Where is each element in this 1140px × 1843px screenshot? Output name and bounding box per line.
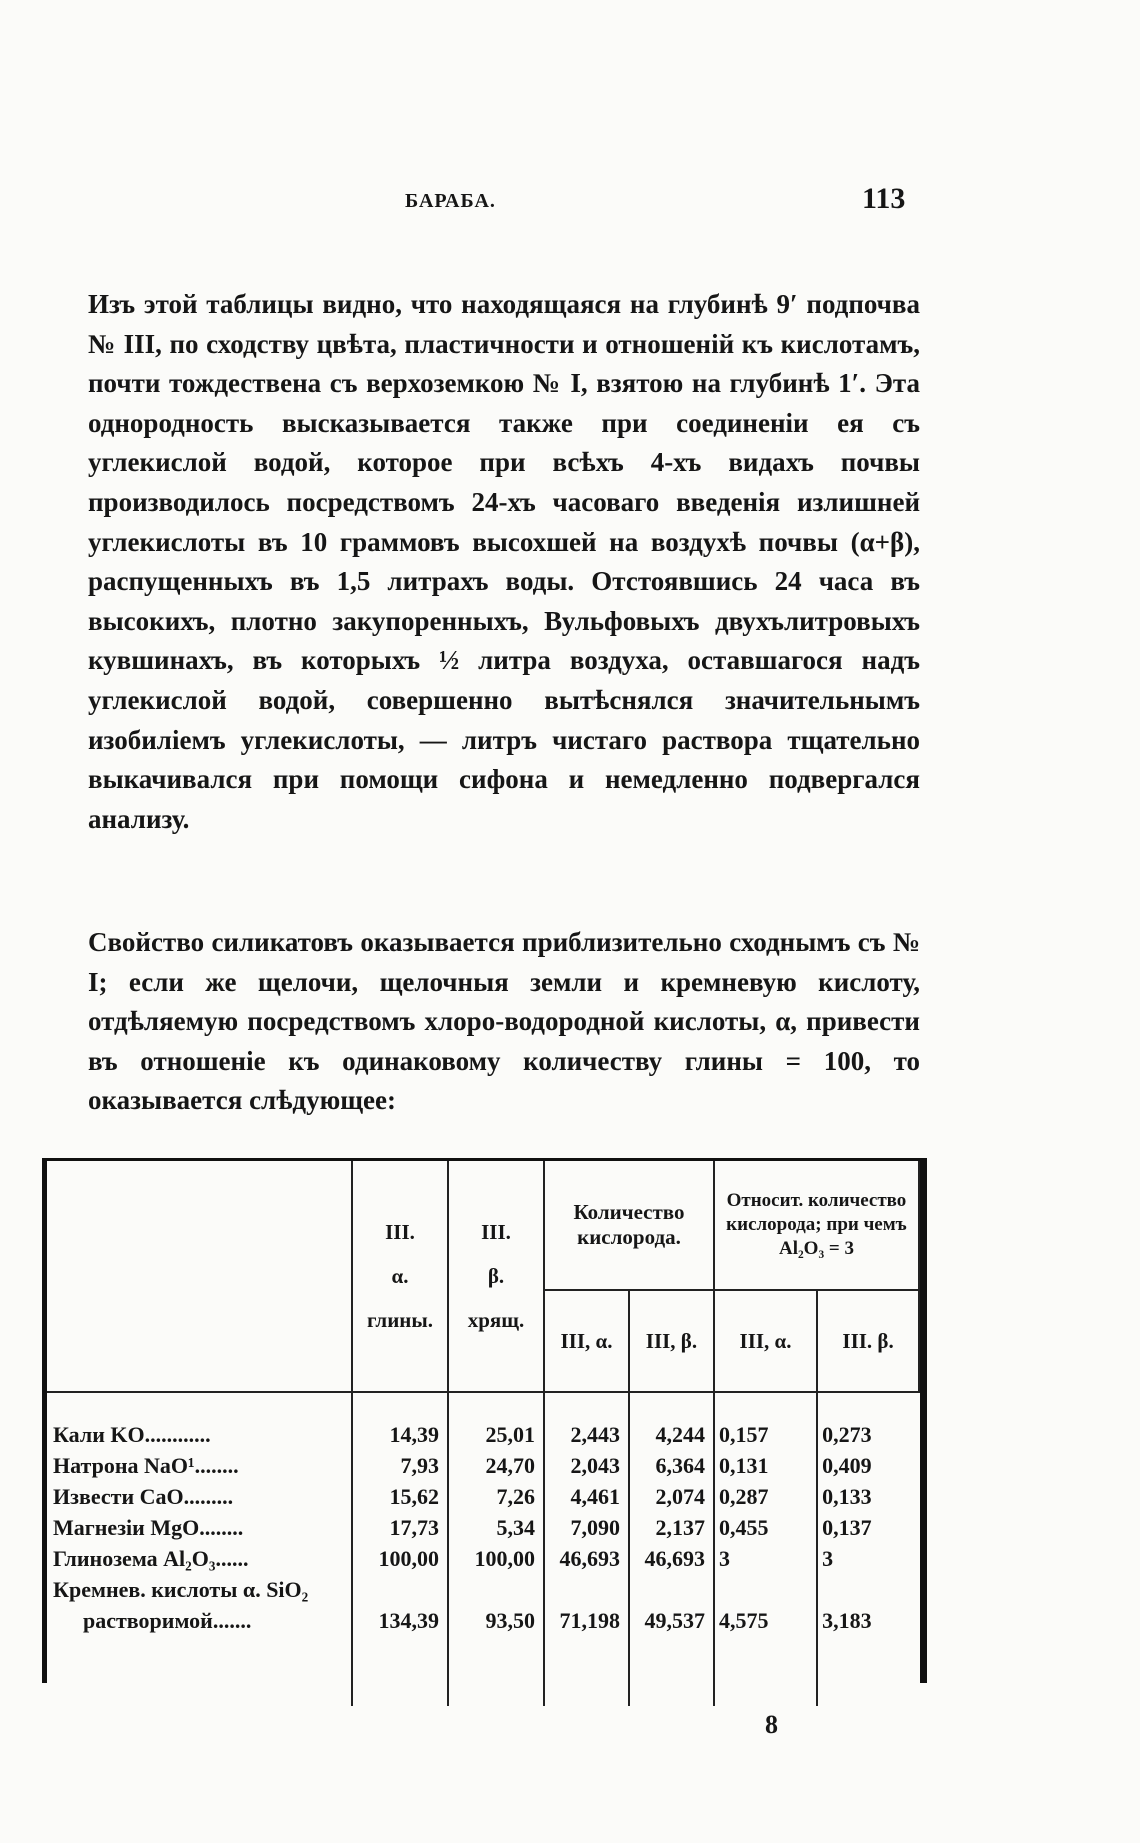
cell: 7,090 [544, 1512, 629, 1543]
running-header [0, 182, 1140, 222]
cell: 7,93 [352, 1450, 448, 1481]
header-oxygen-group: Количество кислорода. [544, 1161, 714, 1290]
cell: 4,575 [714, 1574, 817, 1636]
row-label: Глинозема Al₂O₃...... [47, 1543, 352, 1574]
cell: 0,409 [822, 1453, 872, 1478]
header-ratio-group: Относит. количество кислорода; при чемъ Al₂O₃ = 3 [714, 1161, 919, 1290]
cell: 0,133 [822, 1484, 872, 1509]
cell: 3 [714, 1543, 817, 1574]
row-label: Кали KO............ [47, 1419, 352, 1450]
cell: 0,137 [822, 1515, 872, 1540]
cell: 0,131 [714, 1450, 817, 1481]
cell: 15,62 [352, 1481, 448, 1512]
table-row [47, 1450, 919, 1481]
cell: 5,34 [448, 1512, 544, 1543]
cell: 24,70 [448, 1450, 544, 1481]
table-row [47, 1481, 919, 1512]
cell: 49,537 [629, 1574, 714, 1636]
table-row [47, 1419, 919, 1450]
cell: 2,043 [544, 1450, 629, 1481]
header-col-a: III. α. глины. [352, 1161, 448, 1392]
cell: 25,01 [448, 1419, 544, 1450]
subheader-ratio-a: III, α. [714, 1290, 817, 1392]
cell: 6,364 [629, 1450, 714, 1481]
cell: 93,50 [448, 1574, 544, 1636]
running-title: БАРАБА. [405, 190, 496, 212]
spacer-row [47, 1636, 919, 1706]
cell: 7,26 [448, 1481, 544, 1512]
cell: 17,73 [352, 1512, 448, 1543]
page-number: 113 [862, 182, 906, 215]
cell: 0,157 [714, 1419, 817, 1450]
table-row [47, 1512, 919, 1543]
cell: 100,00 [448, 1543, 544, 1574]
cell: 71,198 [544, 1574, 629, 1636]
cell: 4,461 [544, 1481, 629, 1512]
cell: 3,183 [822, 1608, 872, 1633]
subheader-oxygen-a: III, α. [544, 1290, 629, 1392]
table-row [47, 1543, 919, 1574]
paragraph-1: Изъ этой таблицы видно, что находящаяся на глубинѣ 9′ подпочва № III, по сходству цвѣта, пластичности и отношеній къ кислотамъ, почти тождествена съ верхоземкою № I, взятою на глубинѣ 1′. Эта однородность высказывается также при соединеніи ея съ углекислой водой, которое при всѣхъ 4-хъ видахъ почвы производилось посредствомъ 24-хъ часоваго введенія излишней углекислоты въ 10 граммовъ высохшей на воздухѣ почвы (α+β), распущенныхъ въ 1,5 литрахъ воды. Отстоявшись 24 часа въ высокихъ, плотно закупоренныхъ, Вульфовыхъ двухълитровыхъ кувшинахъ, въ которыхъ ½ литра воздуха, оставшагося надъ углекислой водой, совершенно вытѣснялся значительнымъ изобиліемъ углекислоты, — литръ чистаго раствора тщательно выкачивался при помощи сифона и немедленно подвергался анализу. [88, 289, 920, 834]
subheader-oxygen-b: III, β. [629, 1290, 714, 1392]
data-table [42, 1158, 927, 1683]
cell: 46,693 [544, 1543, 629, 1574]
cell: 3 [822, 1546, 834, 1571]
row-label: Извести CaO......... [47, 1481, 352, 1512]
cell: 100,00 [352, 1543, 448, 1574]
cell: 0,287 [714, 1481, 817, 1512]
cell: 0,273 [822, 1422, 872, 1447]
table-row [47, 1574, 919, 1636]
paragraph-2: Свойство силикатовъ оказывается приблизительно сходнымъ съ № I; если же щелочи, щелочныя земли и кремневую кислоту, отдѣляемую посредствомъ хлоро-водородной кислоты, α, привести въ отношеніе къ одинаковому количеству глины = 100, то оказывается слѣдующее: [88, 927, 920, 1116]
row-label: Натрона NaO¹........ [47, 1450, 352, 1481]
subheader-ratio-b: III. β. [817, 1290, 919, 1392]
cell: 0,455 [714, 1512, 817, 1543]
spacer-row [47, 1392, 919, 1419]
signature-mark: 8 [765, 1710, 778, 1739]
header-col-b: III. β. хрящ. [448, 1161, 544, 1392]
cell: 4,244 [629, 1419, 714, 1450]
cell: 134,39 [352, 1574, 448, 1636]
cell: 14,39 [352, 1419, 448, 1450]
cell: 2,074 [629, 1481, 714, 1512]
row-label: Магнезіи MgO........ [47, 1512, 352, 1543]
cell: 46,693 [629, 1543, 714, 1574]
row-label: Кремнев. кислоты α. SiO₂ растворимой....... [47, 1574, 352, 1636]
cell: 2,137 [629, 1512, 714, 1543]
table-corner [47, 1161, 352, 1392]
cell: 2,443 [544, 1419, 629, 1450]
